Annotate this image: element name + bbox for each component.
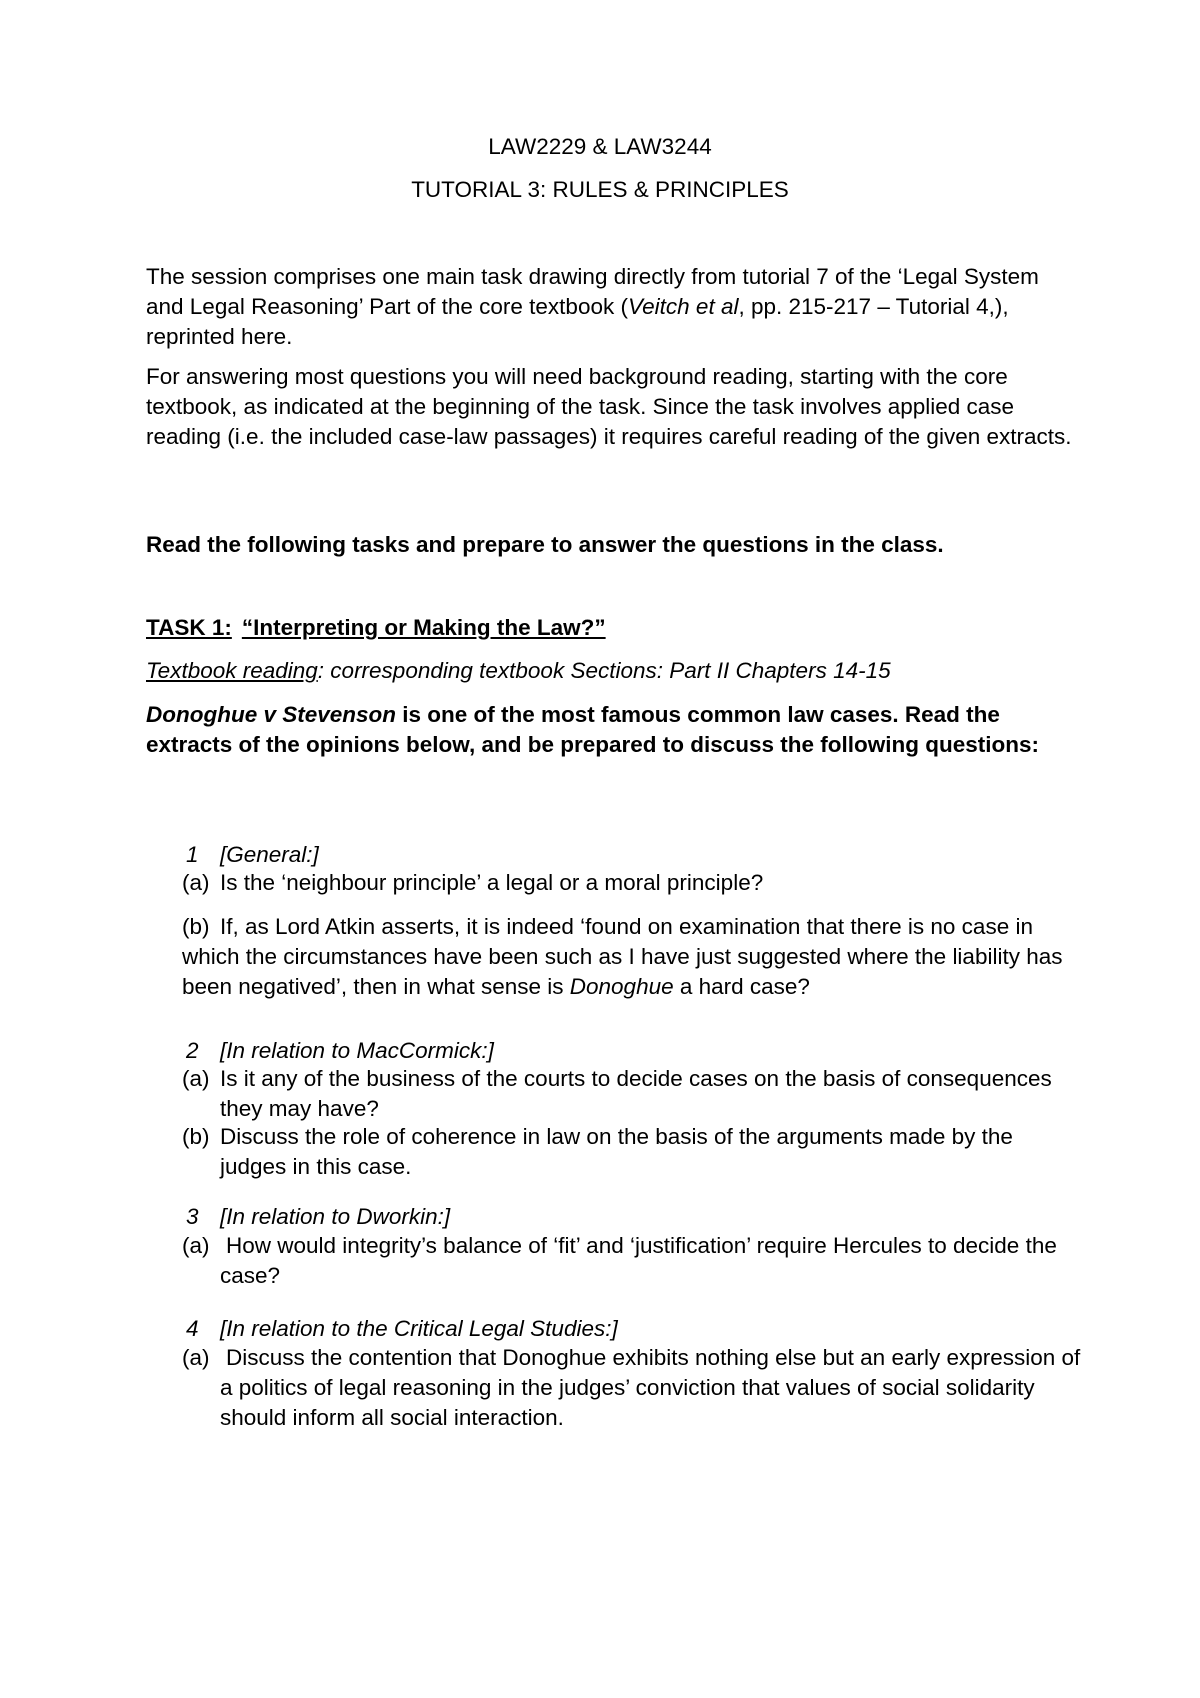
intro-p1-start: The session comprises one main task drawing directly from tutorial 7 of the ‘Legal System and Legal Reasoning’ Part of the core textbook ( xyxy=(146,264,1039,319)
question-2b-text: Discuss the role of coherence in law on the basis of the arguments made by the judges in this case. xyxy=(220,1124,1013,1179)
task-1-label: TASK 1: xyxy=(146,615,232,640)
task-1-intro-rest: is one of the most famous common law cases. Read the extracts of the opinions below, and be prepared to discuss the following questions: xyxy=(146,702,1040,757)
question-4a-text: Discuss the contention that Donoghue exhibits nothing else but an early expression of a politics of legal reasoning in the judges’ conviction that values of social solidarity should inform all social interaction. xyxy=(220,1345,1081,1430)
question-2a-label: (a) xyxy=(182,1066,210,1091)
task-1-title xyxy=(146,613,1076,643)
question-1b-case: Donoghue xyxy=(569,974,674,999)
tutorial-title: TUTORIAL 3: RULES & PRINCIPLES xyxy=(411,177,789,202)
question-1-number: 1 xyxy=(186,842,199,867)
task-1-name: “Interpreting or Making the Law?” xyxy=(241,615,606,640)
question-2b xyxy=(182,1122,1082,1182)
question-4-title: [In relation to the Critical Legal Studies:] xyxy=(220,1316,618,1341)
intro-p1-end: , pp. 215-217 – Tutorial 4,), reprinted here. xyxy=(146,294,1009,349)
course-code-heading: LAW2229 & LAW3244 xyxy=(488,134,712,159)
textbook-reading-text: : corresponding textbook Sections: Part II Chapters 14-15 xyxy=(317,658,891,683)
question-1a-label: (a) xyxy=(182,870,210,895)
intro-p1-citation: Veitch et al xyxy=(627,294,739,319)
question-3a xyxy=(182,1231,1082,1291)
question-2a xyxy=(182,1064,1082,1124)
question-3a-label: (a) xyxy=(182,1233,210,1258)
task-1-intro xyxy=(146,700,1076,760)
textbook-reading xyxy=(146,656,1076,686)
question-4a xyxy=(182,1343,1082,1433)
question-3a-text: How would integrity’s balance of ‘fit’ and ‘justification’ require Hercules to decide the case? xyxy=(220,1233,1057,1288)
question-3-heading xyxy=(186,1202,450,1232)
textbook-reading-label: Textbook reading xyxy=(146,658,318,683)
question-4-heading xyxy=(186,1314,618,1344)
question-3-title: [In relation to Dworkin:] xyxy=(220,1204,451,1229)
question-2b-label: (b) xyxy=(182,1124,210,1149)
question-2-number: 2 xyxy=(186,1038,199,1063)
question-2-title: [In relation to MacCormick:] xyxy=(220,1038,494,1063)
question-3-number: 3 xyxy=(186,1204,199,1229)
question-1a-text: Is the ‘neighbour principle’ a legal or a moral principle? xyxy=(220,870,764,895)
question-1b xyxy=(182,912,1082,1002)
question-1b-text-start: If, as Lord Atkin asserts, it is indeed ‘found on examination that there is no case in which the circumstances have been such as I have just suggested where the liability has been negatived’, then in what sense is xyxy=(182,914,1063,999)
intro-paragraph-1 xyxy=(146,262,1076,352)
question-1a xyxy=(182,868,1082,898)
intro-paragraph-2: For answering most questions you will need background reading, starting with the core textbook, as indicated at the beginning of the task. Since the task involves applied case reading (i.e. the included case-law passages) it requires careful reading of the given extracts. xyxy=(146,364,1072,449)
question-4a-label: (a) xyxy=(182,1345,210,1370)
question-1b-text xyxy=(182,912,1082,1002)
question-1b-label: (b) xyxy=(182,914,210,939)
question-1-heading xyxy=(186,840,319,870)
question-1-title: [General:] xyxy=(220,842,319,867)
question-2a-text: Is it any of the business of the courts to decide cases on the basis of consequences they may have? xyxy=(220,1066,1052,1121)
question-1b-text-end: a hard case? xyxy=(673,974,810,999)
instruction-text: Read the following tasks and prepare to answer the questions in the class. xyxy=(146,532,944,557)
question-4-number: 4 xyxy=(186,1316,199,1341)
question-2-heading xyxy=(186,1036,494,1066)
case-name: Donoghue v Stevenson xyxy=(146,702,397,727)
